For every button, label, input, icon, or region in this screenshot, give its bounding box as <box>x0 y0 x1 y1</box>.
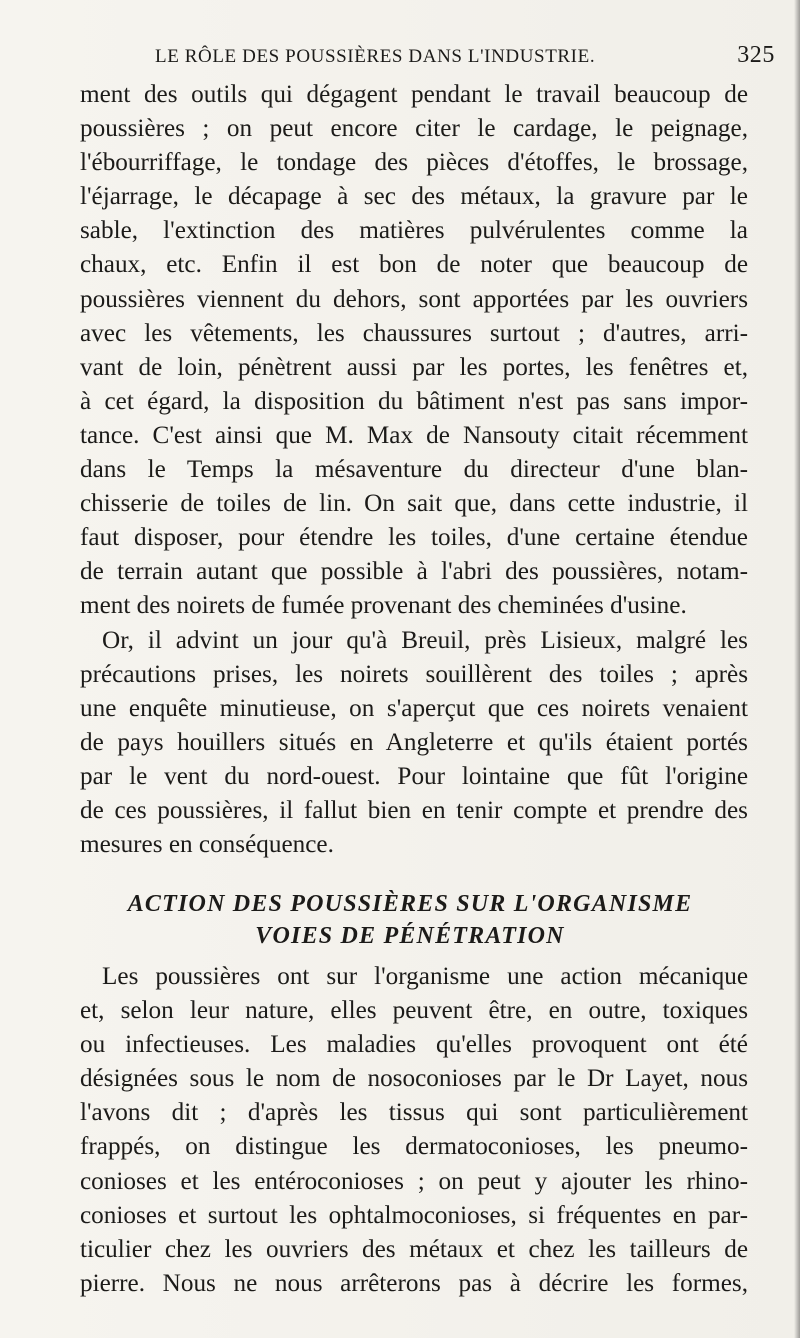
text-line: Les poussières ont sur l'organisme une action mécanique <box>102 963 748 990</box>
text-line: ment des outils qui dégagent pendant le travail beaucoup de <box>80 81 748 108</box>
page-header <box>155 38 775 78</box>
section-heading-line-2: VOIES DE PÉNÉTRATION <box>255 923 565 949</box>
text-line: chisserie de toiles de lin. On sait que, dans cette industrie, il <box>80 490 748 518</box>
text-line: ou infectieuses. Les maladies qu'elles provoquent ont été <box>80 1031 748 1059</box>
page-number: 325 <box>737 42 775 68</box>
text-line: dans le Temps la mésaventure du directeur d'une blan- <box>80 456 748 484</box>
body-text-upper <box>80 78 748 862</box>
body-text-lower <box>80 960 748 1301</box>
text-line: ment des noirets de fumée provenant des cheminées d'usine. <box>80 592 687 620</box>
text-line: l'avons dit ; d'après les tissus qui sont particulièrement <box>80 1099 748 1127</box>
text-line: précautions prises, les noirets souillèrent des toiles ; après <box>80 660 748 688</box>
text-line: sable, l'extinction des matières pulvérulentes comme la <box>80 217 748 245</box>
section-heading-line-1: ACTION DES POUSSIÈRES SUR L'ORGANISME <box>127 891 693 917</box>
text-line: à cet égard, la disposition du bâtiment n'est pas sans impor- <box>80 387 748 415</box>
text-line: frappés, on distingue les dermatoconioses, les pneumo- <box>80 1133 748 1161</box>
text-line: ticulier chez les ouvriers des métaux et chez les tailleurs de <box>80 1235 748 1263</box>
text-line: Or, il advint un jour qu'à Breuil, près Lisieux, malgré les <box>102 626 748 654</box>
text-line: de ces poussières, il fallut bien en tenir compte et prendre des <box>80 796 748 824</box>
text-line: chaux, etc. Enfin il est bon de noter que beaucoup de <box>80 251 748 279</box>
text-line: par le vent du nord-ouest. Pour lointaine que fût l'origine <box>80 762 748 790</box>
text-line: poussières ; on peut encore citer le cardage, le peignage, <box>80 115 748 143</box>
text-line: pierre. Nous ne nous arrêterons pas à décrire les formes, <box>80 1269 748 1297</box>
text-line: désignées sous le nom de nosoconioses par le Dr Layet, nous <box>80 1065 748 1093</box>
text-line: mesures en conséquence. <box>80 831 334 859</box>
running-title: LE RÔLE DES POUSSIÈRES DANS L'INDUSTRIE. <box>155 46 596 67</box>
text-line: poussières viennent du dehors, sont apportées par les ouvriers <box>80 285 748 313</box>
section-heading <box>100 888 720 952</box>
text-line: l'éjarrage, le décapage à sec des métaux, la gravure par le <box>80 183 748 211</box>
text-line: conioses et les entéroconioses ; on peut y ajouter les rhino- <box>80 1167 748 1195</box>
text-line: et, selon leur nature, elles peuvent être, en outre, toxiques <box>80 997 748 1025</box>
text-line: tance. C'est ainsi que M. Max de Nansouty citait récemment <box>80 421 748 449</box>
text-line: conioses et surtout les ophtalmoconioses, si fréquentes en par- <box>80 1201 748 1229</box>
text-line: faut disposer, pour étendre les toiles, d'une certaine étendue <box>80 524 748 552</box>
text-line: vant de loin, pénètrent aussi par les portes, les fenêtres et, <box>80 353 748 381</box>
text-line: avec les vêtements, les chaussures surtout ; d'autres, arri- <box>80 319 748 347</box>
text-line: une enquête minutieuse, on s'aperçut que ces noirets venaient <box>80 694 748 722</box>
page-edge-shadow <box>794 0 800 1338</box>
text-line: de terrain autant que possible à l'abri des poussières, notam- <box>80 558 748 586</box>
text-line: de pays houillers situés en Angleterre et qu'ils étaient portés <box>80 728 748 756</box>
text-line: l'ébourriffage, le tondage des pièces d'étoffes, le brossage, <box>80 149 748 177</box>
